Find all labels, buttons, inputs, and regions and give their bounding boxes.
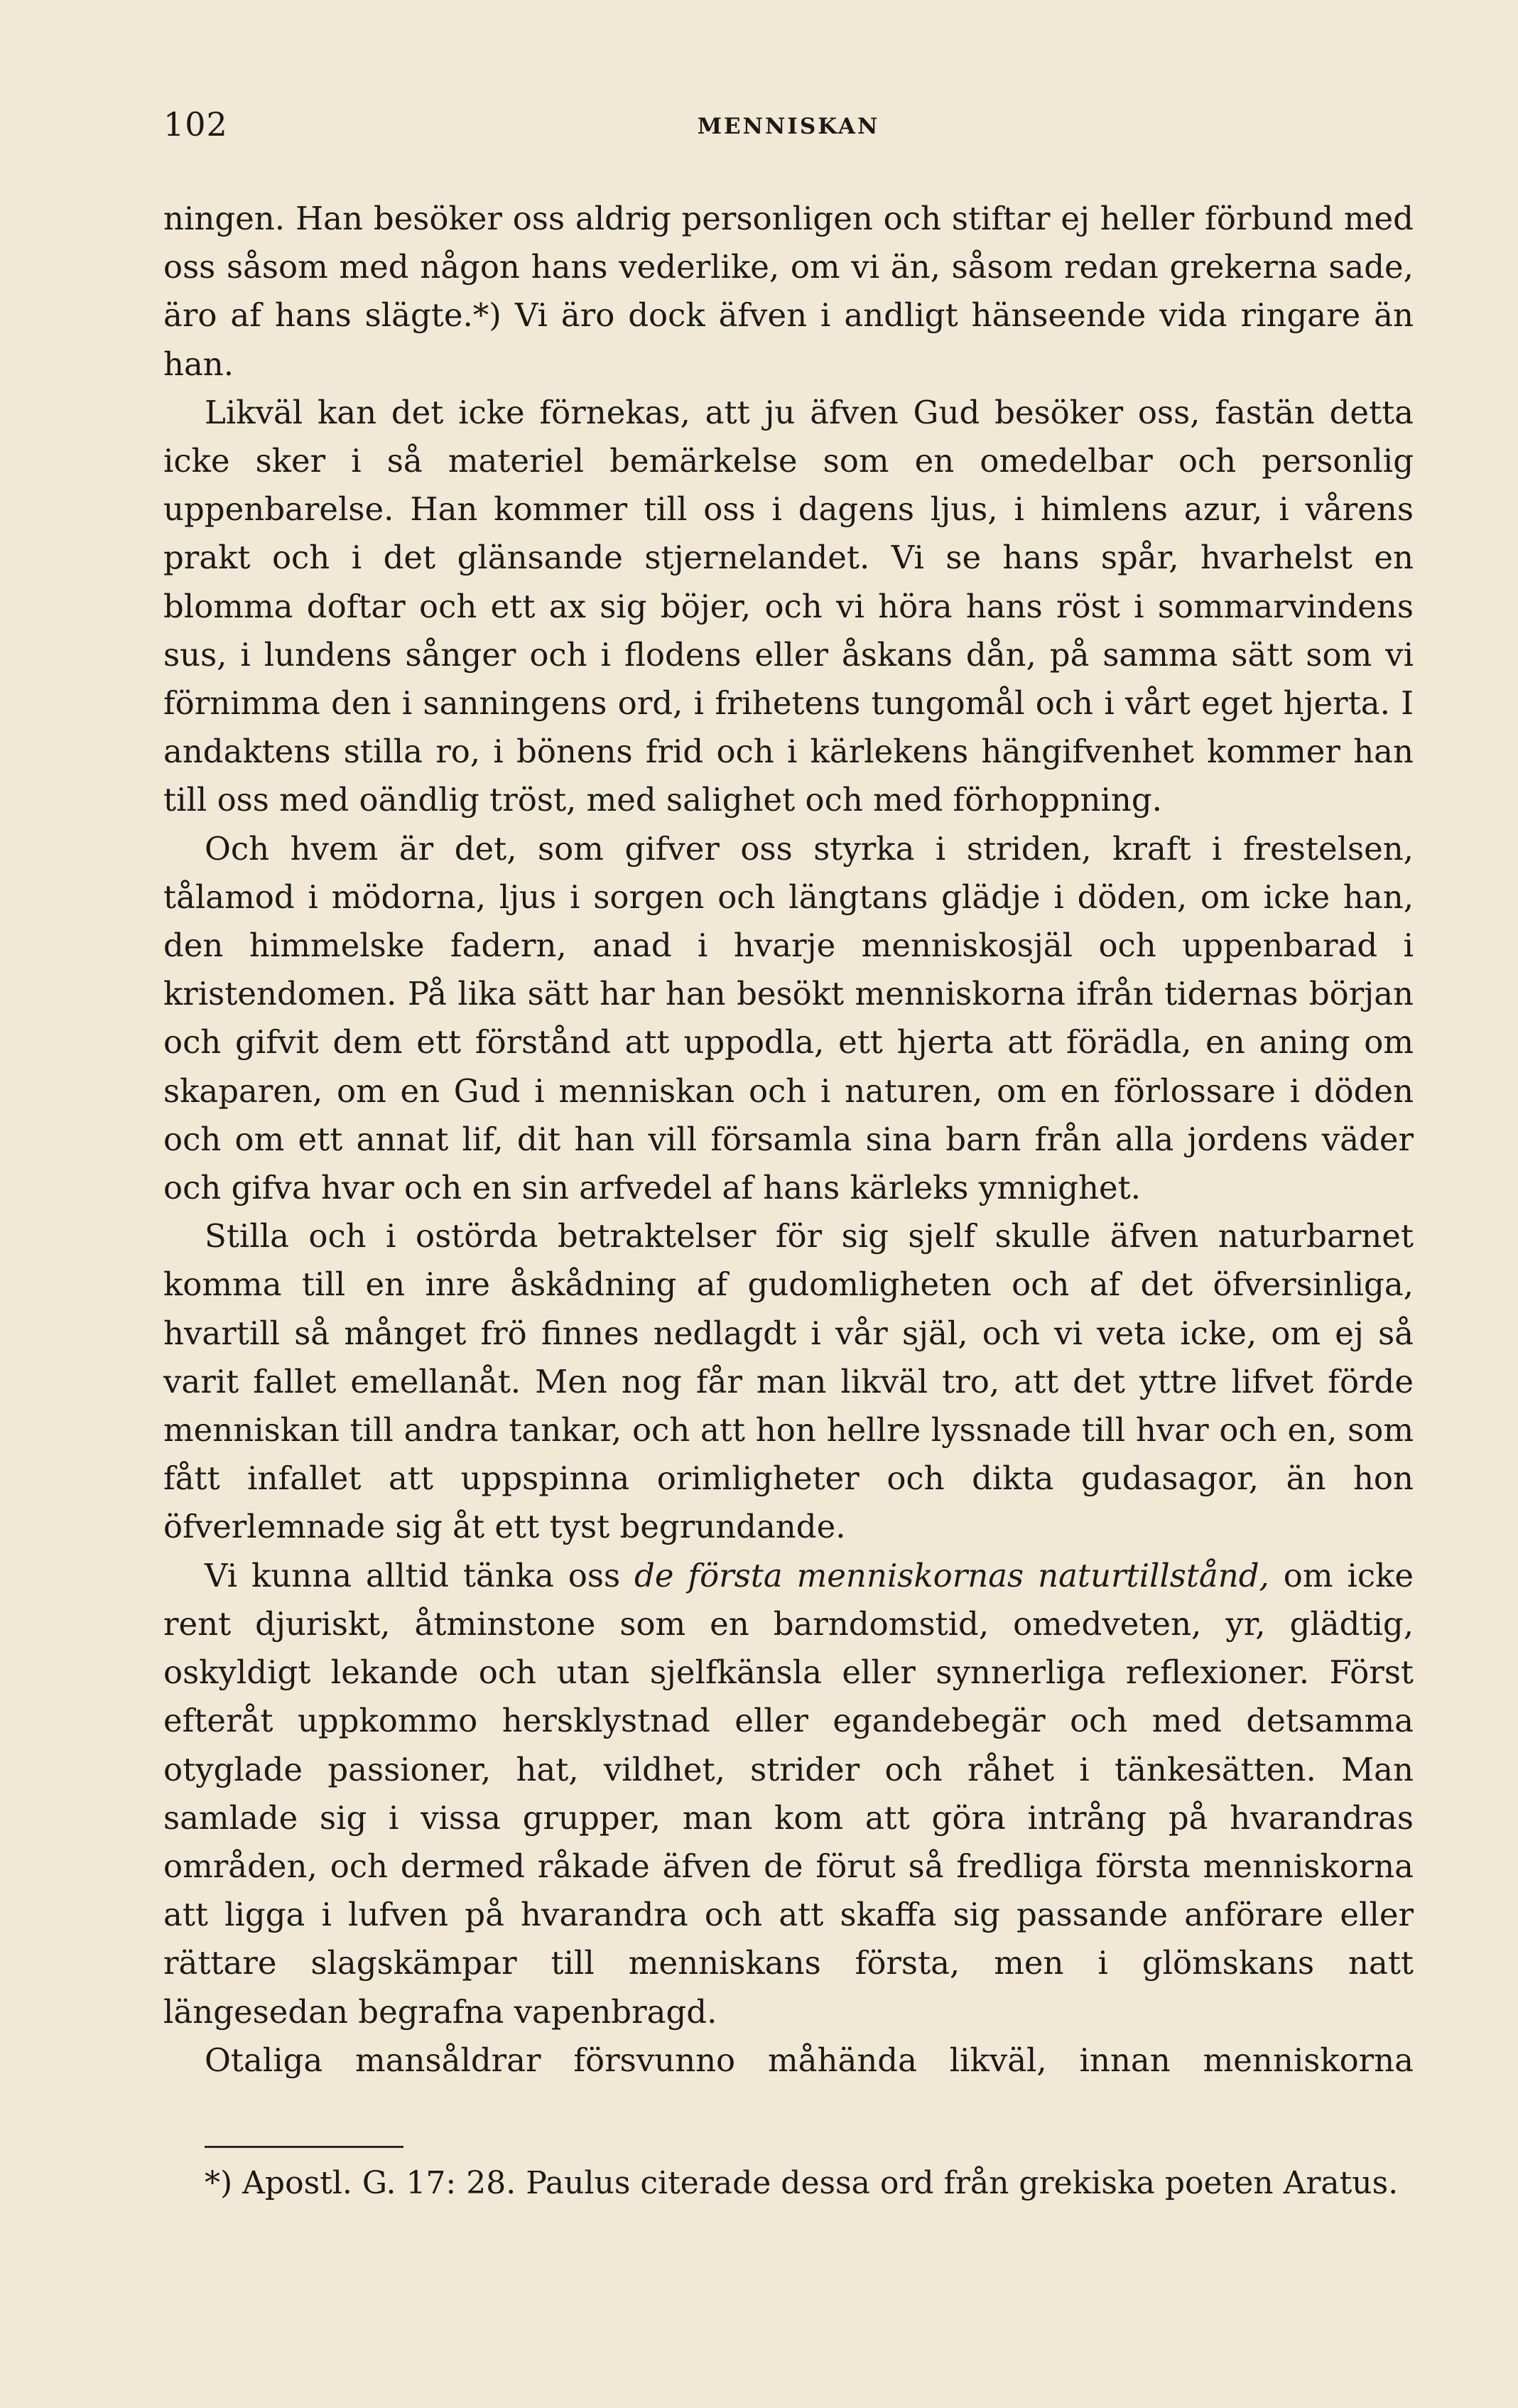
page-header (163, 105, 1414, 155)
book-page (163, 0, 1414, 2408)
paragraph: Och hvem är det, som gifver oss styrka i striden, kraft i frestelsen, tålamod i mödorna, ljus i sorgen och längtans glädje i döden, om icke han, den himmelske fadern, anad i hvarje menniskosjäl och uppenbarad i kristendomen. På lika sätt har han besökt menniskorna ifrån tidernas början och gifvit dem ett förstånd att uppodla, ett hjerta att förädla, en aning om skaparen, om en Gud i menniskan och i naturen, om en förlossare i döden och om ett annat lif, dit han vill församla sina barn från alla jordens väder och gifva hvar och en sin arfvedel af hans kärleks ymnighet. (163, 829, 1414, 1207)
footnote (163, 2162, 1414, 2205)
footnote-text: *) Apostl. G. 17: 28. Paulus citerade dessa ord från grekiska poeten Aratus. (205, 2165, 1399, 2201)
paragraph: Stilla och i ostörda betraktelser för sig sjelf skulle äfven naturbarnet komma till en inre åskådning af gudomligheten och af det öfversinliga, hvartill så månget frö finnes nedlagdt i vår själ, och vi veta icke, om ej så varit fallet emellanåt. Men nog får man likväl tro, att det yttre lifvet förde menniskan till andra tankar, och att hon hellre lyssnade till hvar och en, som fått infallet att uppspinna orimligheter och dikta gudasagor, än hon öfverlemnade sig åt ett tyst begrundande. (163, 1217, 1414, 1546)
paragraph-continued: ningen. Han besöker oss aldrig personligen och stiftar ej heller förbund med oss såsom med någon hans vederlike, om vi än, såsom redan grekerna sade, äro af hans slägte.*) Vi äro dock äfven i andligt hänseende vida ringare än han. (163, 200, 1414, 383)
paragraph: Likväl kan det icke förnekas, att ju äfven Gud besöker oss, fastän detta icke sker i så materiel bemärkelse som en omedelbar och personlig uppenbarelse. Han kommer till oss i dagens ljus, i himlens azur, i vårens prakt och i det glänsande stjernelandet. Vi se hans spår, hvarhelst en blomma doftar och ett ax sig böjer, och vi höra hans röst i sommarvindens sus, i lundens sånger och i flodens eller åskans dån, på samma sätt som vi förnimma den i sanningens ord, i frihetens tungomål och i vårt eget hjerta. I andaktens stilla ro, i bönens frid och i kärlekens hängifvenhet kommer han till oss med oändlig tröst, med salighet och med förhoppning. (163, 393, 1414, 819)
paragraph-text: Vi kunna alltid tänka oss (205, 1556, 635, 1594)
paragraph-with-emphasis (163, 1552, 1414, 2036)
running-title: MENNISKAN (697, 114, 880, 139)
paragraph-last: Otaliga mansåldrar försvunno måhända likväl, innan menniskorna (205, 2041, 1414, 2079)
italic-phrase: de första menniskornas naturtillstånd, (634, 1556, 1269, 1594)
footnote-rule (205, 2146, 403, 2148)
body-text (163, 195, 1414, 2085)
paragraph-text: om icke rent djuriskt, åtminstone som en barndomstid, omedveten, yr, glädtig, oskyldigt lekande och utan sjelfkänsla eller synnerliga reflexioner. Först efteråt uppkommo hersklystnad eller egandebegär och med detsamma otyglade passioner, hat, vildhet, strider och råhet i tänkesätten. Man samlade sig i vissa grupper, man kom att göra intrång på hvarandras områden, och dermed råkade äfven de förut så fredliga första menniskorna att ligga i lufven på hvarandra och att skaffa sig passande anförare eller rättare slagskämpar till menniskans första, men i glömskans natt längesedan begrafna vapenbragd. (163, 1556, 1414, 2031)
page-number: 102 (163, 105, 228, 144)
